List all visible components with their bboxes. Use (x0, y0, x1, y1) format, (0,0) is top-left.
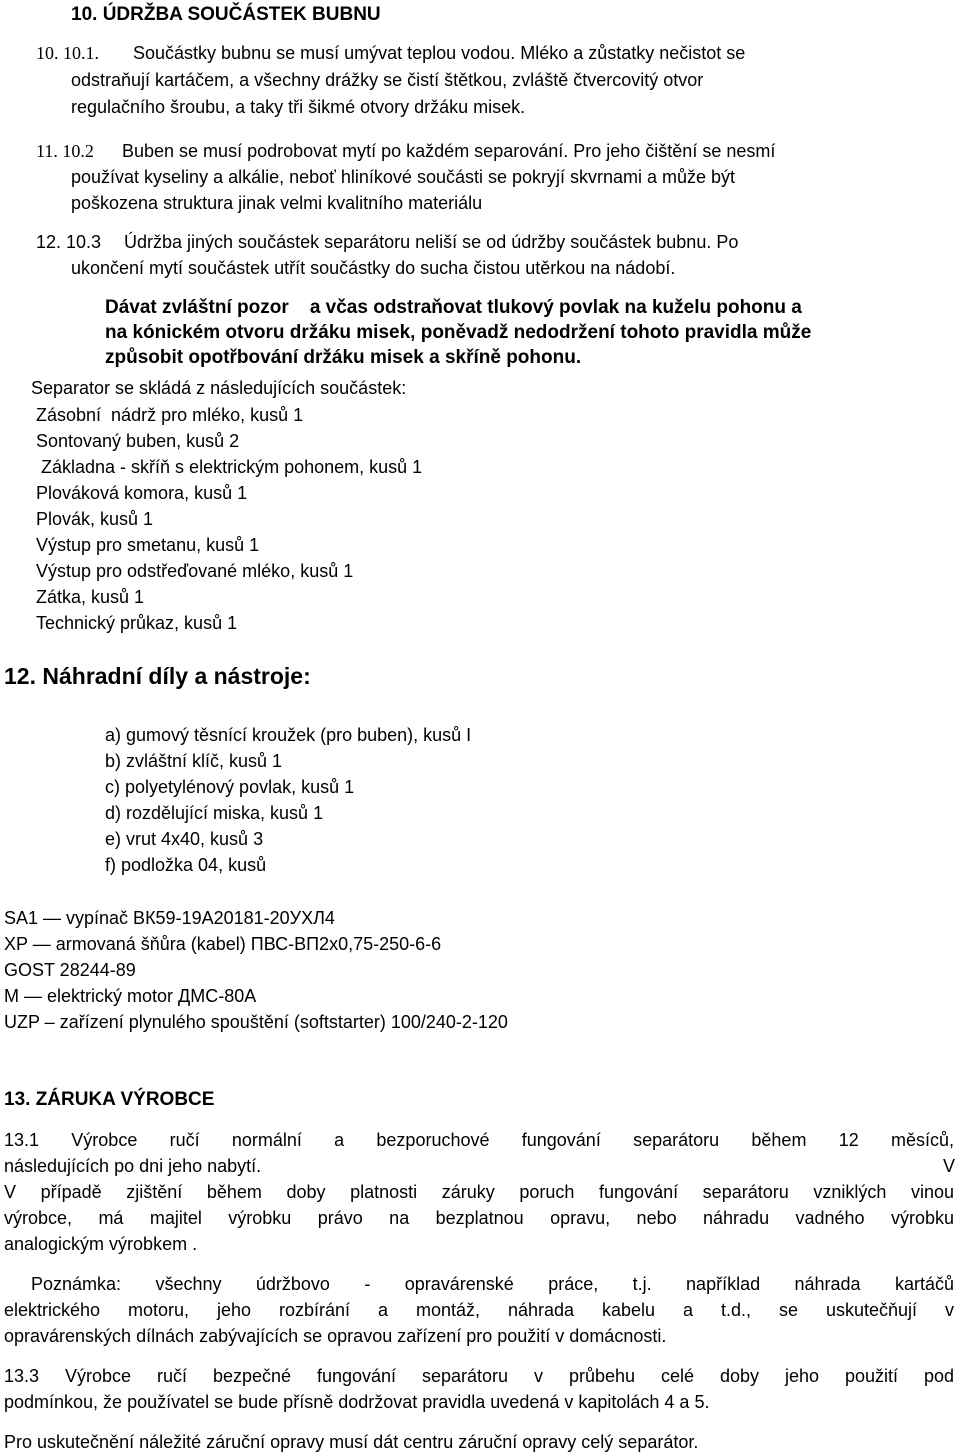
warranty-13-3-line-2: podmínkou, že používatel se bude přísně dodržovat pravidla uvedená v kapitolách 4 a 5. (4, 1392, 710, 1412)
spare-part-item: f) podložka 04, kusů (105, 855, 267, 875)
spare-part-item: c) polyetylénový povlak, kusů 1 (105, 777, 355, 797)
spare-part-item: b) zvláštní klíč, kusů 1 (105, 751, 283, 771)
section-13-heading: 13. ZÁRUKA VÝROBCE (4, 1089, 215, 1110)
electrical-part-line: UZP – zařízení plynulého spouštění (softstarter) 100/240-2-120 (4, 1012, 508, 1032)
component-item: Sontovaný buben, kusů 2 (36, 431, 240, 451)
section-10-heading: 10. ÚDRŽBA SOUČÁSTEK BUBNU (71, 4, 381, 25)
warning-line-1: Dávat zvláštní pozor a včas odstraňovat tlukový povlak na kuželu pohonu a (105, 297, 802, 318)
component-item: Zátka, kusů 1 (36, 587, 145, 607)
component-item: Technický průkaz, kusů 1 (36, 613, 238, 633)
electrical-part-line: XP — armovaná šňůra (kabel) ПВС-ВП2х0,75-250-6-6 (4, 934, 442, 954)
component-item: Výstup pro odstřeďované mléko, kusů 1 (36, 561, 354, 581)
warning-line-2: na kónickém otvoru držáku misek, poněvadž nedodržení tohoto pravidla může (105, 322, 812, 343)
warranty-13-1-line-4: výrobce, má majitel výrobku právo na bezplatnou opravu, nebo náhradu vadného výrobku (4, 1208, 954, 1228)
component-item: Plovák, kusů 1 (36, 509, 154, 529)
para-10-1-line-2: odstraňují kartáčem, a všechny drážky se čistí štětkou, zvláště čtvercovitý otvor (71, 70, 704, 90)
para-10-1-line-1: Součástky bubnu se musí umývat teplou vodou. Mléko a zůstatky nečistot se (133, 43, 746, 63)
note-line-2: elektrického motoru, jeho rozbírání a montáž, náhrada kabelu a t.d., se uskutečňují v (4, 1300, 954, 1320)
para-10-2-line-3: poškozena struktura jinak velmi kvalitního materiálu (71, 193, 483, 213)
component-item: Základna - skříň s elektrickým pohonem, kusů 1 (36, 457, 423, 477)
para-10-1-number: 10. 10.1. (36, 43, 99, 63)
para-10-2-number: 11. 10.2 (36, 141, 94, 161)
note-line-1: Poznámka: všechny údržbovo - opravárenské práce, t.j. například náhrada kartáčů (31, 1274, 954, 1294)
para-10-2-line-1: Buben se musí podrobovat mytí po každém separování. Pro jeho čištění se nesmí (122, 141, 776, 161)
para-10-3-line-1: Údržba jiných součástek separátoru neliší se od údržby součástek bubnu. Po (124, 232, 739, 252)
spare-part-item: e) vrut 4x40, kusů 3 (105, 829, 264, 849)
warranty-13-1-line-3: V případě zjištění během doby platnosti záruky poruch fungování separátoru vzniklých vinou (4, 1182, 954, 1202)
warranty-13-3-line-1: 13.3 Výrobce ručí bezpečné fungování separátoru v průbehu celé doby jeho použití pod (4, 1366, 954, 1386)
electrical-part-line: SA1 — vypínač ВК59-19А20181-20УХЛ4 (4, 908, 335, 928)
component-item: Výstup pro smetanu, kusů 1 (36, 535, 260, 555)
note-line-3: opravárenských dílnách zabývajících se opravou zařízení pro použití v domácnosti. (4, 1326, 667, 1346)
component-item: Plováková komora, kusů 1 (36, 483, 248, 503)
warranty-final-line: Pro uskutečnění náležité záruční opravy musí dát centru záruční opravy celý separátor. (4, 1432, 699, 1452)
warranty-13-1-line-2: následujících po dni jeho nabytí. (4, 1156, 262, 1176)
warning-line-3: způsobit opotřbování držáku misek a skříně pohonu. (105, 347, 582, 368)
warranty-13-1-stray-v: V (943, 1156, 956, 1176)
electrical-part-line: M — elektrický motor ДМС-80А (4, 986, 257, 1006)
spare-part-item: d) rozdělující miska, kusů 1 (105, 803, 324, 823)
spare-part-item: a) gumový těsnící kroužek (pro buben), kusů I (105, 725, 472, 745)
component-item: Zásobní nádrž pro mléko, kusů 1 (36, 405, 304, 425)
warranty-13-1-line-5: analogickým výrobkem . (4, 1234, 198, 1254)
para-10-2-line-2: používat kyseliny a alkálie, neboť hliníkové součásti se pokryjí skvrnami a může být (71, 167, 736, 187)
electrical-part-line: GOST 28244-89 (4, 960, 136, 980)
para-10-3-line-2: ukončení mytí součástek utřít součástky do sucha čistou utěrkou na nádobí. (71, 258, 676, 278)
para-10-3-number: 12. 10.3 (36, 232, 102, 252)
components-intro: Separator se skládá z následujících součástek: (31, 378, 407, 398)
para-10-1-line-3: regulačního šroubu, a taky tři šikmé otvory držáku misek. (71, 97, 526, 117)
warranty-13-1-line-1: 13.1 Výrobce ručí normální a bezporuchové fungování separátoru během 12 měsíců, (4, 1130, 954, 1150)
section-12-heading: 12. Náhradní díly a nástroje: (4, 663, 311, 689)
